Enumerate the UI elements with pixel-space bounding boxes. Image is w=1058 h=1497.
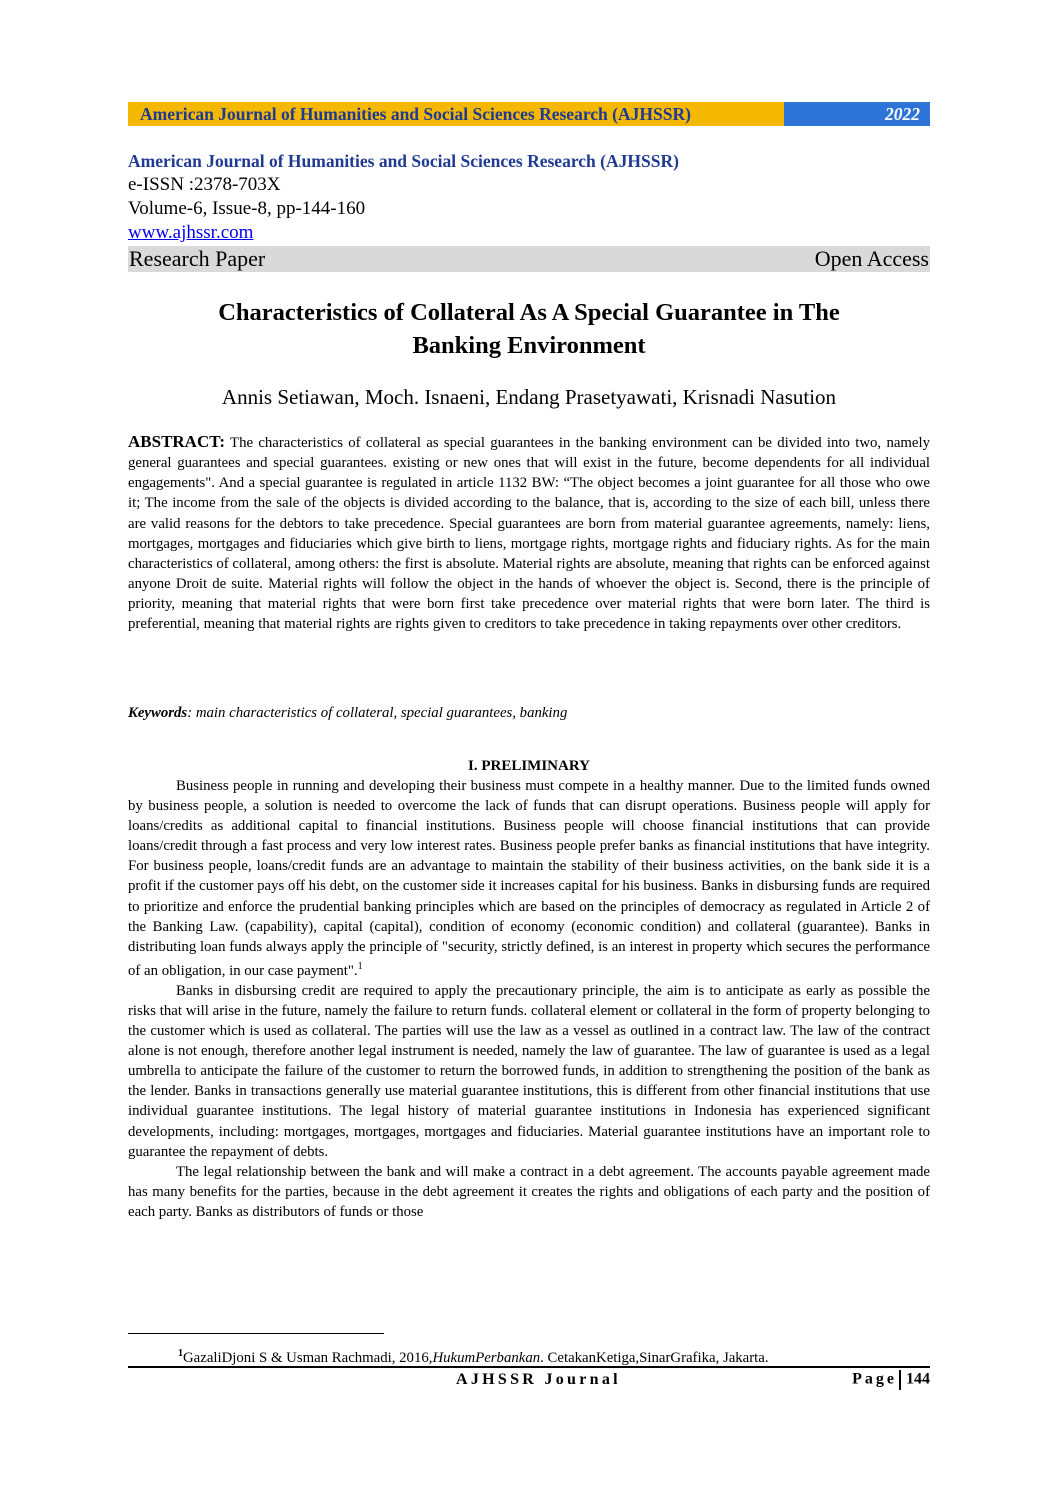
footer-separator (899, 1370, 901, 1390)
footer-page (852, 1370, 930, 1390)
keywords-text: : main characteristics of collateral, special guarantees, banking (187, 705, 568, 721)
paper-title (128, 296, 930, 362)
volume-info: Volume-6, Issue-8, pp-144-160 (128, 198, 366, 219)
issn: e-ISSN :2378-703X (128, 174, 281, 195)
footer-page-label: Page (852, 1370, 897, 1388)
keywords (128, 703, 930, 723)
journal-name: American Journal of Humanities and Social Sciences Research (AJHSSR) (128, 151, 679, 171)
footer-page-number: 144 (906, 1370, 930, 1388)
access-type: Open Access (814, 246, 929, 271)
section-body (128, 776, 930, 1222)
running-header-year: 2022 (784, 102, 930, 126)
footnote-rest: . CetakanKetiga,SinarGrafika, Jakarta. (540, 1349, 769, 1366)
keywords-label: Keywords (128, 705, 188, 721)
footnote (128, 1344, 930, 1368)
footnote-authors: GazaliDjoni S & Usman Rachmadi, 2016, (183, 1349, 433, 1366)
running-header (128, 102, 930, 126)
abstract (128, 432, 930, 635)
journal-link[interactable]: www.ajhssr.com (128, 222, 254, 243)
abstract-label: ABSTRACT: (128, 432, 225, 451)
paper-type-bar (128, 246, 930, 272)
journal-meta (128, 150, 930, 272)
footnote-book: HukumPerbankan (432, 1349, 541, 1366)
abstract-text: The characteristics of collateral as special guarantees in the banking environment can be divided into two, namely general guarantees and special guarantees. existing or new ones that will exist in the future, become dependents for all individual engagements". And a special guarantee is regulated in article 1132 BW: “The object becomes a joint guarantee for all those who owe it; The income from the sale of the objects is divided according to the balance, that is, according to the size of each bill, unless there are valid reasons for the debtors to take precedence. Special guarantees are born from material guarantee agreements, namely: liens, mortgages, mortgages and fiduciaries which give birth to liens, mortgage rights, mortgage rights and fiduciary rights. As for the main characteristics of collateral, among others: the first is absolute. Material rights are absolute, meaning that rights can be enforced against anyone Droit de suite. Material rights will follow the object in the hands of whoever the object is. Second, there is the principle of priority, meaning that material rights that were born first take precedence over material rights that were born later. The third is preferential, meaning that material rights are rights given to creditors to take precedence in taking repayments over other creditors. (128, 435, 930, 633)
footnote-divider (128, 1333, 384, 1334)
running-header-journal: American Journal of Humanities and Social Sciences Research (AJHSSR) (128, 102, 784, 126)
paragraph-3: The legal relationship between the bank and will make a contract in a debt agreement. The accounts payable agreement made has many benefits for the parties, because in the debt agreement it creates the rights and obligations of each party and the position of each party. Banks as distributors of funds or those (128, 1163, 930, 1220)
footnote-ref[interactable]: 1 (357, 960, 363, 972)
paper-type: Research Paper (129, 246, 266, 271)
paragraph-1 (128, 776, 930, 981)
footnote-marker: 1 (178, 1348, 183, 1359)
section-heading: I. PRELIMINARY (468, 758, 590, 774)
page-footer (128, 1366, 930, 1392)
paragraph-1-text: Business people in running and developing their business must compete in a healthy manner. Due to the limited funds owned by business people, a solution is needed to overcome the lack of funds that can disrupt operations. Business people will apply for loans/credits as additional capital to financial institutions. Business people will choose financial institutions that can provide loans/credit through a fast process and very low interest rates. Business people prefer banks as financial institutions that have integrity. For business people, loans/credit funds are an advantage to maintain the stability of their business activities, on the bank side it is a profit if the customer pays off his debt, on the customer side it increases capital for his business. Banks in disbursing funds are required to prioritize and enforce the prudential banking principles which are based on the principles of democracy as regulated in Article 2 of the Banking Law. (capability), capital (capital), condition of economy (economic condition) and collateral (guarantee). Banks in distributing loan funds always apply the principle of "security, strictly defined, is an interest in property which secures the performance of an obligation, in our case payment". (128, 778, 930, 979)
footer-journal: AJHSSR Journal (456, 1371, 621, 1388)
paragraph-2: Banks in disbursing credit are required to apply the precautionary principle, the aim is to anticipate as early as possible the risks that will arise in the future, namely the failure to return funds. collateral element or collateral in the form of property belonging to the customer which is used as collateral. The parties will use the law as a vessel as outlined in a contract law. The law of the contract alone is not enough, therefore another legal instrument is needed, namely the law of guarantee. The law of guarantee is used as a legal umbrella to anticipate the failure of the customer to return the borrowed funds, in addition to strengthening the position of the bank as the lender. Banks in transactions generally use material guarantee institutions, this is different from other financial institutions that use individual guarantee institutions. The legal history of material guarantee institutions in Indonesia has experienced significant developments, including: mortgages, mortgages, mortgages and fiduciaries. Material guarantee institutions have an important role to guarantee the repayment of debts. (128, 982, 930, 1160)
title-line-2: Banking Environment (412, 332, 646, 359)
title-line-1: Characteristics of Collateral As A Special Guarantee in The (218, 299, 840, 326)
authors: Annis Setiawan, Moch. Isnaeni, Endang Prasetyawati, Krisnadi Nasution (221, 385, 837, 409)
